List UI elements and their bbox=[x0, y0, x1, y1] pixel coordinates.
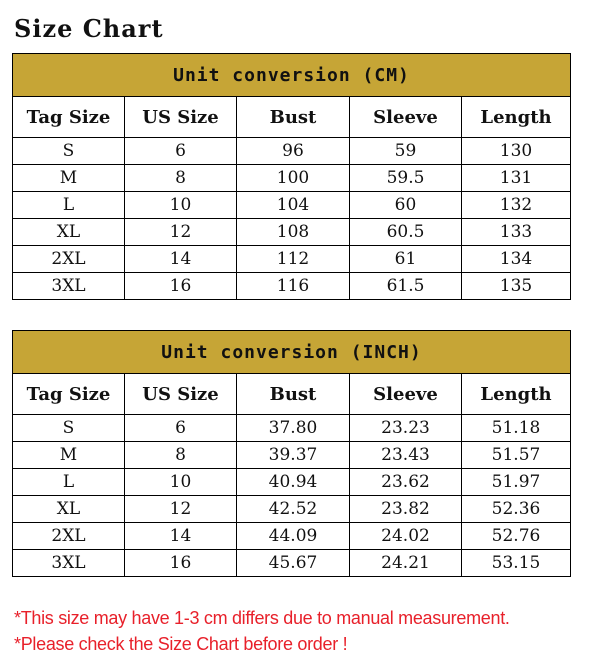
cell-tag-size: 3XL bbox=[13, 273, 125, 300]
table-row bbox=[13, 550, 571, 577]
cell-bust: 37.80 bbox=[237, 415, 350, 442]
cell-sleeve: 23.23 bbox=[350, 415, 462, 442]
cell-us-size: 6 bbox=[125, 138, 237, 165]
cell-tag-size: M bbox=[13, 165, 125, 192]
cell-tag-size: L bbox=[13, 469, 125, 496]
table-row bbox=[13, 165, 571, 192]
note-check-chart: *Please check the Size Chart before order ! bbox=[14, 634, 348, 654]
cell-us-size: 6 bbox=[125, 415, 237, 442]
column-header-us-size: US Size bbox=[125, 374, 237, 415]
cell-length: 133 bbox=[462, 219, 571, 246]
cell-bust: 100 bbox=[237, 165, 350, 192]
cell-sleeve: 61 bbox=[350, 246, 462, 273]
cell-us-size: 14 bbox=[125, 523, 237, 550]
cell-us-size: 8 bbox=[125, 442, 237, 469]
cell-sleeve: 60.5 bbox=[350, 219, 462, 246]
cell-sleeve: 23.43 bbox=[350, 442, 462, 469]
cell-bust: 104 bbox=[237, 192, 350, 219]
cell-length: 51.18 bbox=[462, 415, 571, 442]
column-header-sleeve: Sleeve bbox=[350, 374, 462, 415]
table-row bbox=[13, 469, 571, 496]
cell-sleeve: 59.5 bbox=[350, 165, 462, 192]
cell-tag-size: XL bbox=[13, 496, 125, 523]
cell-us-size: 14 bbox=[125, 246, 237, 273]
cell-bust: 42.52 bbox=[237, 496, 350, 523]
table-row bbox=[13, 523, 571, 550]
column-header-sleeve: Sleeve bbox=[350, 97, 462, 138]
cell-tag-size: L bbox=[13, 192, 125, 219]
cell-us-size: 12 bbox=[125, 219, 237, 246]
cell-length: 130 bbox=[462, 138, 571, 165]
column-header-length: Length bbox=[462, 97, 571, 138]
table-row bbox=[13, 442, 571, 469]
cell-tag-size: M bbox=[13, 442, 125, 469]
cell-tag-size: 2XL bbox=[13, 246, 125, 273]
cell-length: 51.97 bbox=[462, 469, 571, 496]
table-banner-inch: Unit conversion (INCH) bbox=[13, 331, 571, 374]
cell-bust: 45.67 bbox=[237, 550, 350, 577]
column-header-tag-size: Tag Size bbox=[13, 374, 125, 415]
cell-tag-size: 2XL bbox=[13, 523, 125, 550]
cell-sleeve: 23.82 bbox=[350, 496, 462, 523]
size-table-inch bbox=[12, 330, 571, 577]
cell-bust: 39.37 bbox=[237, 442, 350, 469]
cell-sleeve: 24.02 bbox=[350, 523, 462, 550]
cell-length: 134 bbox=[462, 246, 571, 273]
cell-bust: 108 bbox=[237, 219, 350, 246]
cell-length: 52.36 bbox=[462, 496, 571, 523]
cell-us-size: 16 bbox=[125, 273, 237, 300]
table-row bbox=[13, 219, 571, 246]
column-header-us-size: US Size bbox=[125, 97, 237, 138]
column-header-bust: Bust bbox=[237, 374, 350, 415]
table-row bbox=[13, 246, 571, 273]
table-row bbox=[13, 138, 571, 165]
table-row bbox=[13, 415, 571, 442]
size-table-cm bbox=[12, 53, 571, 300]
cell-us-size: 12 bbox=[125, 496, 237, 523]
cell-length: 52.76 bbox=[462, 523, 571, 550]
cell-sleeve: 24.21 bbox=[350, 550, 462, 577]
cell-tag-size: 3XL bbox=[13, 550, 125, 577]
cell-tag-size: S bbox=[13, 138, 125, 165]
column-header-tag-size: Tag Size bbox=[13, 97, 125, 138]
cell-bust: 112 bbox=[237, 246, 350, 273]
table-row bbox=[13, 192, 571, 219]
cell-sleeve: 23.62 bbox=[350, 469, 462, 496]
column-header-length: Length bbox=[462, 374, 571, 415]
cell-sleeve: 60 bbox=[350, 192, 462, 219]
cell-length: 131 bbox=[462, 165, 571, 192]
cell-us-size: 8 bbox=[125, 165, 237, 192]
cell-us-size: 10 bbox=[125, 192, 237, 219]
table-body-inch bbox=[13, 415, 571, 577]
cell-bust: 116 bbox=[237, 273, 350, 300]
cell-length: 51.57 bbox=[462, 442, 571, 469]
table-banner-cm: Unit conversion (CM) bbox=[13, 54, 571, 97]
cell-sleeve: 61.5 bbox=[350, 273, 462, 300]
cell-bust: 40.94 bbox=[237, 469, 350, 496]
cell-length: 132 bbox=[462, 192, 571, 219]
cell-us-size: 16 bbox=[125, 550, 237, 577]
cell-sleeve: 59 bbox=[350, 138, 462, 165]
page-title: Size Chart bbox=[14, 14, 164, 43]
table-row bbox=[13, 496, 571, 523]
column-header-bust: Bust bbox=[237, 97, 350, 138]
cell-tag-size: XL bbox=[13, 219, 125, 246]
cell-length: 135 bbox=[462, 273, 571, 300]
cell-tag-size: S bbox=[13, 415, 125, 442]
cell-us-size: 10 bbox=[125, 469, 237, 496]
note-measurement: *This size may have 1-3 cm differs due to manual measurement. bbox=[14, 608, 510, 628]
table-row bbox=[13, 273, 571, 300]
cell-bust: 44.09 bbox=[237, 523, 350, 550]
cell-bust: 96 bbox=[237, 138, 350, 165]
table-body-cm bbox=[13, 138, 571, 300]
cell-length: 53.15 bbox=[462, 550, 571, 577]
